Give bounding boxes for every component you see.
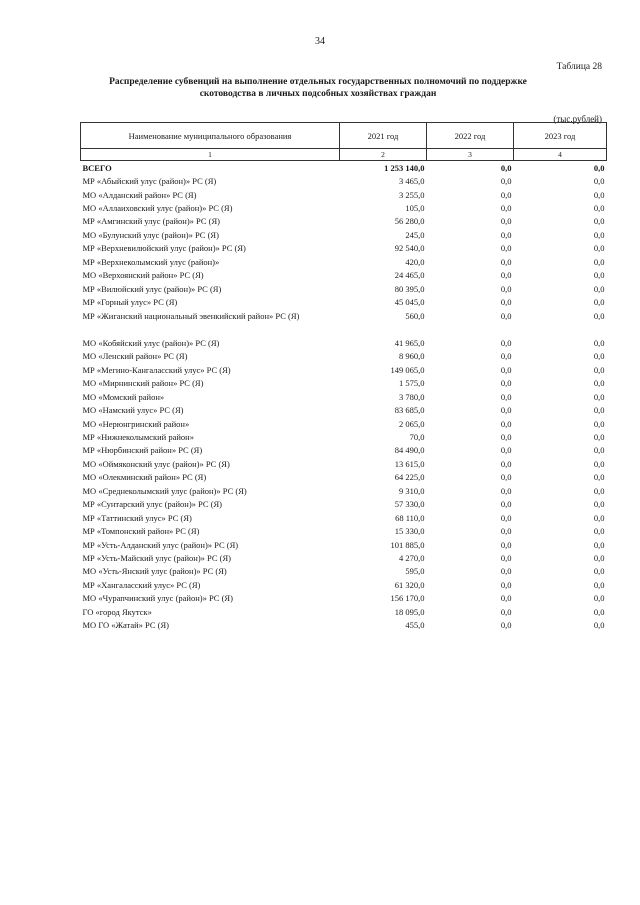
value-2022: 0,0 xyxy=(500,432,512,443)
value-2021: 64 225,0 xyxy=(394,472,425,483)
municipality-name: МО «Ленский район» РС (Я) xyxy=(82,351,188,362)
document-title: Распределение субвенций на выполнение отдельных государственных полномочий по поддержке скотоводства в личных подсобных хозяйствах граждан xyxy=(109,77,527,99)
value-2023 xyxy=(514,322,607,336)
value-2021: 420,0 xyxy=(405,256,425,267)
total-2023: 0,0 xyxy=(593,162,605,173)
municipality-name: МО ГО «Жатай» РС (Я) xyxy=(82,620,169,631)
municipality-name: МР «Нижнеколымский район» xyxy=(82,432,194,443)
value-2021: 83 685,0 xyxy=(394,405,425,416)
value-2023: 0,0 xyxy=(593,189,605,200)
municipality-name: МО «Верхоянский район» РС (Я) xyxy=(82,270,204,281)
value-2021: 149 065,0 xyxy=(390,364,425,375)
municipality-name: МР «Томпонский район» РС (Я) xyxy=(82,526,200,537)
value-2021: 3 255,0 xyxy=(399,189,425,200)
value-2023: 0,0 xyxy=(593,176,605,187)
table-row xyxy=(81,457,607,470)
value-2023: 0,0 xyxy=(593,256,605,267)
value-2023: 0,0 xyxy=(593,297,605,308)
value-2023: 0,0 xyxy=(593,458,605,469)
municipality-name: МО «Среднеколымский улус (район)» РС (Я) xyxy=(82,485,247,496)
municipality-name: МР «Сунтарский улус (район)» РС (Я) xyxy=(82,499,223,510)
value-2022: 0,0 xyxy=(500,216,512,227)
value-2022: 0,0 xyxy=(500,472,512,483)
value-2022: 0,0 xyxy=(500,539,512,550)
table-row xyxy=(81,484,607,497)
municipality-name: МР «Амгинский улус (район)» РС (Я) xyxy=(82,216,221,227)
value-2022: 0,0 xyxy=(500,418,512,429)
table-row xyxy=(81,524,607,537)
value-2021: 8 960,0 xyxy=(399,351,425,362)
column-header-2022: 2022 год xyxy=(427,123,514,149)
page-number: 34 xyxy=(315,36,325,47)
value-2021: 45 045,0 xyxy=(394,297,425,308)
table-row xyxy=(81,363,607,376)
column-header-name: Наименование муниципального образования xyxy=(81,123,340,149)
municipality-name: МР «Таттинский улус» РС (Я) xyxy=(82,512,192,523)
table-row xyxy=(81,444,607,457)
value-2021: 4 270,0 xyxy=(399,552,425,563)
value-2021: 105,0 xyxy=(405,203,425,214)
municipality-name: МО «Олекминский район» РС (Я) xyxy=(82,472,207,483)
table-row xyxy=(81,282,607,295)
table-row xyxy=(81,350,607,363)
municipality-name: МР «Верхневилюйский улус (район)» РС (Я) xyxy=(82,243,246,254)
table-row xyxy=(81,417,607,430)
column-number: 1 xyxy=(81,149,340,161)
value-2021: 61 320,0 xyxy=(394,579,425,590)
municipality-name: МО «Булунский улус (район)» РС (Я) xyxy=(82,229,219,240)
municipality-name: МО «Усть-Янский улус (район)» РС (Я) xyxy=(82,566,227,577)
table-row xyxy=(81,188,607,201)
value-2021: 2 065,0 xyxy=(399,418,425,429)
value-2023: 0,0 xyxy=(593,391,605,402)
column-number-row xyxy=(81,149,607,161)
subsidy-table xyxy=(80,122,607,632)
value-2022: 0,0 xyxy=(500,310,512,321)
value-2021: 3 780,0 xyxy=(399,391,425,402)
value-2023: 0,0 xyxy=(593,378,605,389)
value-2022: 0,0 xyxy=(500,593,512,604)
value-2021: 595,0 xyxy=(405,566,425,577)
municipality-name: МР «Абыйский улус (район)» РС (Я) xyxy=(82,176,217,187)
value-2023: 0,0 xyxy=(593,270,605,281)
municipality-name: МР «Жиганский национальный эвенкийский район» РС (Я) xyxy=(82,310,300,321)
table-row xyxy=(81,336,607,349)
table-row xyxy=(81,618,607,631)
table-row xyxy=(81,578,607,591)
value-2021: 1 575,0 xyxy=(399,378,425,389)
municipality-name: МР «Хангаласский улус» РС (Я) xyxy=(82,579,201,590)
table-row xyxy=(81,377,607,390)
column-header-2023: 2023 год xyxy=(514,123,607,149)
value-2021: 3 465,0 xyxy=(399,176,425,187)
total-2022: 0,0 xyxy=(500,162,512,173)
table-label: Таблица 28 xyxy=(556,62,602,72)
value-2021: 101 885,0 xyxy=(390,539,425,550)
value-2021: 560,0 xyxy=(405,310,425,321)
municipality-name: МО «Чурапчинский улус (район)» РС (Я) xyxy=(82,593,233,604)
value-2022: 0,0 xyxy=(500,189,512,200)
municipality-name: МО «Алданский район» РС (Я) xyxy=(82,189,197,200)
value-2021: 84 490,0 xyxy=(394,445,425,456)
value-2022: 0,0 xyxy=(500,445,512,456)
value-2021: 15 330,0 xyxy=(394,526,425,537)
value-2023: 0,0 xyxy=(593,310,605,321)
column-number: 3 xyxy=(427,149,514,161)
column-number: 4 xyxy=(514,149,607,161)
value-2023: 0,0 xyxy=(593,593,605,604)
municipality-name: МО «Нерюнгринский район» xyxy=(82,418,190,429)
table-row xyxy=(81,309,607,322)
value-2023: 0,0 xyxy=(593,432,605,443)
value-2023: 0,0 xyxy=(593,364,605,375)
value-2022: 0,0 xyxy=(500,485,512,496)
table-row xyxy=(81,201,607,214)
value-2023: 0,0 xyxy=(593,620,605,631)
municipality-name: МР «Нюрбинский район» РС (Я) xyxy=(82,445,203,456)
value-2023: 0,0 xyxy=(593,526,605,537)
table-row xyxy=(81,471,607,484)
table-row xyxy=(81,215,607,228)
total-label: ВСЕГО xyxy=(82,162,112,173)
value-2021 xyxy=(340,322,427,336)
value-2021: 56 280,0 xyxy=(394,216,425,227)
municipality-name: МО «Намский улус» РС (Я) xyxy=(82,405,184,416)
municipality-name: МР «Мегино-Кангаласский улус» РС (Я) xyxy=(82,364,231,375)
value-2021: 245,0 xyxy=(405,229,425,240)
table-row xyxy=(81,605,607,618)
municipality-name: МР «Вилюйский улус (район)» РС (Я) xyxy=(82,283,222,294)
value-2023: 0,0 xyxy=(593,243,605,254)
value-2022: 0,0 xyxy=(500,512,512,523)
value-2022: 0,0 xyxy=(500,243,512,254)
value-2022: 0,0 xyxy=(500,606,512,617)
value-2022: 0,0 xyxy=(500,176,512,187)
value-2022: 0,0 xyxy=(500,391,512,402)
value-2021: 13 615,0 xyxy=(394,458,425,469)
value-2023: 0,0 xyxy=(593,337,605,348)
value-2022: 0,0 xyxy=(500,229,512,240)
value-2022: 0,0 xyxy=(500,270,512,281)
value-2023: 0,0 xyxy=(593,566,605,577)
municipality-name: МР «Усть-Майский улус (район)» РС (Я) xyxy=(82,552,231,563)
table-row xyxy=(81,511,607,524)
table-row xyxy=(81,228,607,241)
value-2023: 0,0 xyxy=(593,229,605,240)
value-2022: 0,0 xyxy=(500,351,512,362)
municipality-name: МО «Оймяконский улус (район)» РС (Я) xyxy=(82,458,230,469)
value-2023: 0,0 xyxy=(593,512,605,523)
value-2022: 0,0 xyxy=(500,364,512,375)
value-2023: 0,0 xyxy=(593,606,605,617)
municipality-name: МО «Мирнинский район» РС (Я) xyxy=(82,378,204,389)
table-row xyxy=(81,390,607,403)
value-2023: 0,0 xyxy=(593,418,605,429)
municipality-name: МР «Верхнеколымский улус (район)» xyxy=(82,256,220,267)
table-row xyxy=(81,242,607,255)
municipality-name xyxy=(81,322,340,336)
table-row xyxy=(81,403,607,416)
value-2022: 0,0 xyxy=(500,552,512,563)
value-2023: 0,0 xyxy=(593,552,605,563)
value-2023: 0,0 xyxy=(593,472,605,483)
table-row xyxy=(81,255,607,268)
column-header-2021: 2021 год xyxy=(340,123,427,149)
value-2022: 0,0 xyxy=(500,526,512,537)
value-2021: 9 310,0 xyxy=(399,485,425,496)
table-row xyxy=(81,269,607,282)
table-row xyxy=(81,430,607,443)
value-2023: 0,0 xyxy=(593,283,605,294)
value-2022: 0,0 xyxy=(500,203,512,214)
value-2023: 0,0 xyxy=(593,485,605,496)
value-2023: 0,0 xyxy=(593,203,605,214)
total-2021: 1 253 140,0 xyxy=(384,162,425,173)
value-2021: 455,0 xyxy=(405,620,425,631)
value-2022: 0,0 xyxy=(500,458,512,469)
value-2021: 57 330,0 xyxy=(394,499,425,510)
value-2021: 24 465,0 xyxy=(394,270,425,281)
value-2022: 0,0 xyxy=(500,620,512,631)
unit-label: (тыс.рублей) xyxy=(553,114,602,124)
value-2021: 156 170,0 xyxy=(390,593,425,604)
total-row xyxy=(81,161,607,175)
municipality-name: МР «Усть-Алданский улус (район)» РС (Я) xyxy=(82,539,239,550)
value-2022: 0,0 xyxy=(500,579,512,590)
value-2021: 68 110,0 xyxy=(395,512,425,523)
table-header-row xyxy=(81,123,607,149)
value-2022: 0,0 xyxy=(500,499,512,510)
table-row xyxy=(81,592,607,605)
table-row xyxy=(81,565,607,578)
value-2023: 0,0 xyxy=(593,445,605,456)
value-2023: 0,0 xyxy=(593,579,605,590)
value-2022: 0,0 xyxy=(500,297,512,308)
value-2021: 70,0 xyxy=(409,432,425,443)
municipality-name: ГО «город Якутск» xyxy=(82,606,152,617)
value-2022: 0,0 xyxy=(500,283,512,294)
value-2021: 18 095,0 xyxy=(394,606,425,617)
value-2021: 41 965,0 xyxy=(394,337,425,348)
table-row xyxy=(81,538,607,551)
spacer-row xyxy=(81,322,607,336)
value-2023: 0,0 xyxy=(593,539,605,550)
value-2021: 92 540,0 xyxy=(394,243,425,254)
value-2022: 0,0 xyxy=(500,405,512,416)
value-2022 xyxy=(427,322,514,336)
value-2023: 0,0 xyxy=(593,405,605,416)
table-row xyxy=(81,174,607,187)
value-2023: 0,0 xyxy=(593,499,605,510)
municipality-name: МО «Момский район» xyxy=(82,391,165,402)
value-2022: 0,0 xyxy=(500,378,512,389)
column-number: 2 xyxy=(340,149,427,161)
value-2022: 0,0 xyxy=(500,566,512,577)
municipality-name: МО «Аллаиховский улус (район)» РС (Я) xyxy=(82,203,233,214)
municipality-name: МР «Горный улус» РС (Я) xyxy=(82,297,178,308)
municipality-name: МО «Кобяйский улус (район)» РС (Я) xyxy=(82,337,220,348)
value-2022: 0,0 xyxy=(500,337,512,348)
value-2023: 0,0 xyxy=(593,216,605,227)
table-row xyxy=(81,551,607,564)
value-2022: 0,0 xyxy=(500,256,512,267)
table-row xyxy=(81,498,607,511)
table-row xyxy=(81,295,607,308)
value-2021: 80 395,0 xyxy=(394,283,425,294)
value-2023: 0,0 xyxy=(593,351,605,362)
